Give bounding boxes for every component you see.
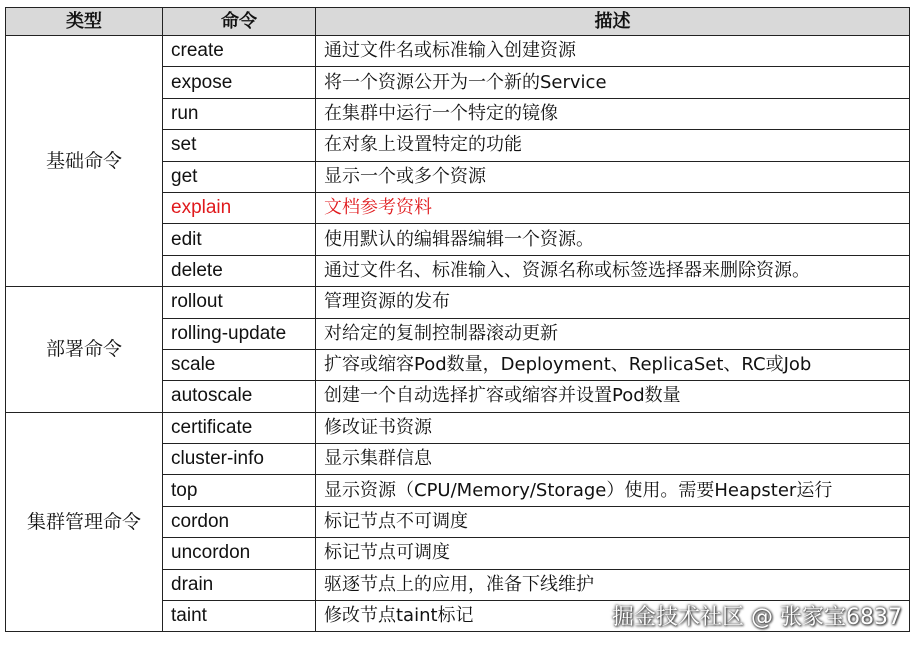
description-cell: 通过文件名或标准输入创建资源 [316, 36, 910, 67]
command-cell: uncordon [163, 538, 316, 569]
description-cell: 创建一个自动选择扩容或缩容并设置Pod数量 [316, 381, 910, 412]
table-row [6, 36, 910, 67]
command-cell: edit [163, 224, 316, 255]
command-cell: explain [163, 192, 316, 223]
description-cell: 显示资源（CPU/Memory/Storage）使用。需要Heapster运行 [316, 475, 910, 506]
description-cell: 通过文件名、标准输入、资源名称或标签选择器来删除资源。 [316, 255, 910, 286]
description-cell: 标记节点可调度 [316, 538, 910, 569]
description-cell: 在集群中运行一个特定的镜像 [316, 98, 910, 129]
command-cell: cordon [163, 506, 316, 537]
description-cell: 修改节点taint标记 [316, 601, 910, 632]
command-cell: rollout [163, 287, 316, 318]
command-cell: taint [163, 601, 316, 632]
description-cell: 文档参考资料 [316, 192, 910, 223]
table-row [6, 287, 910, 318]
description-cell: 对给定的复制控制器滚动更新 [316, 318, 910, 349]
command-cell: run [163, 98, 316, 129]
description-cell: 修改证书资源 [316, 412, 910, 443]
description-cell: 管理资源的发布 [316, 287, 910, 318]
description-cell: 将一个资源公开为一个新的Service [316, 67, 910, 98]
header-row [6, 8, 910, 36]
header-type: 类型 [6, 8, 163, 36]
command-cell: get [163, 161, 316, 192]
command-cell: scale [163, 349, 316, 380]
command-cell: create [163, 36, 316, 67]
command-cell: certificate [163, 412, 316, 443]
command-cell: expose [163, 67, 316, 98]
table-body [6, 36, 910, 632]
command-table [5, 7, 910, 632]
command-cell: autoscale [163, 381, 316, 412]
watermark: 掘金技术社区 @ 张家宝6837 [612, 605, 902, 630]
command-cell: delete [163, 255, 316, 286]
command-cell: cluster-info [163, 444, 316, 475]
header-description: 描述 [316, 8, 910, 36]
description-cell: 标记节点不可调度 [316, 506, 910, 537]
description-cell: 显示集群信息 [316, 444, 910, 475]
header-command: 命令 [163, 8, 316, 36]
description-cell: 使用默认的编辑器编辑一个资源。 [316, 224, 910, 255]
command-cell: top [163, 475, 316, 506]
description-cell: 在对象上设置特定的功能 [316, 130, 910, 161]
command-cell: set [163, 130, 316, 161]
description-cell: 显示一个或多个资源 [316, 161, 910, 192]
category-cell: 部署命令 [6, 287, 163, 413]
category-cell: 集群管理命令 [6, 412, 163, 632]
table-row [6, 412, 910, 443]
category-cell: 基础命令 [6, 36, 163, 287]
command-cell: rolling-update [163, 318, 316, 349]
description-cell: 扩容或缩容Pod数量，Deployment、ReplicaSet、RC或Job [316, 349, 910, 380]
description-cell: 驱逐节点上的应用，准备下线维护 [316, 569, 910, 600]
command-cell: drain [163, 569, 316, 600]
